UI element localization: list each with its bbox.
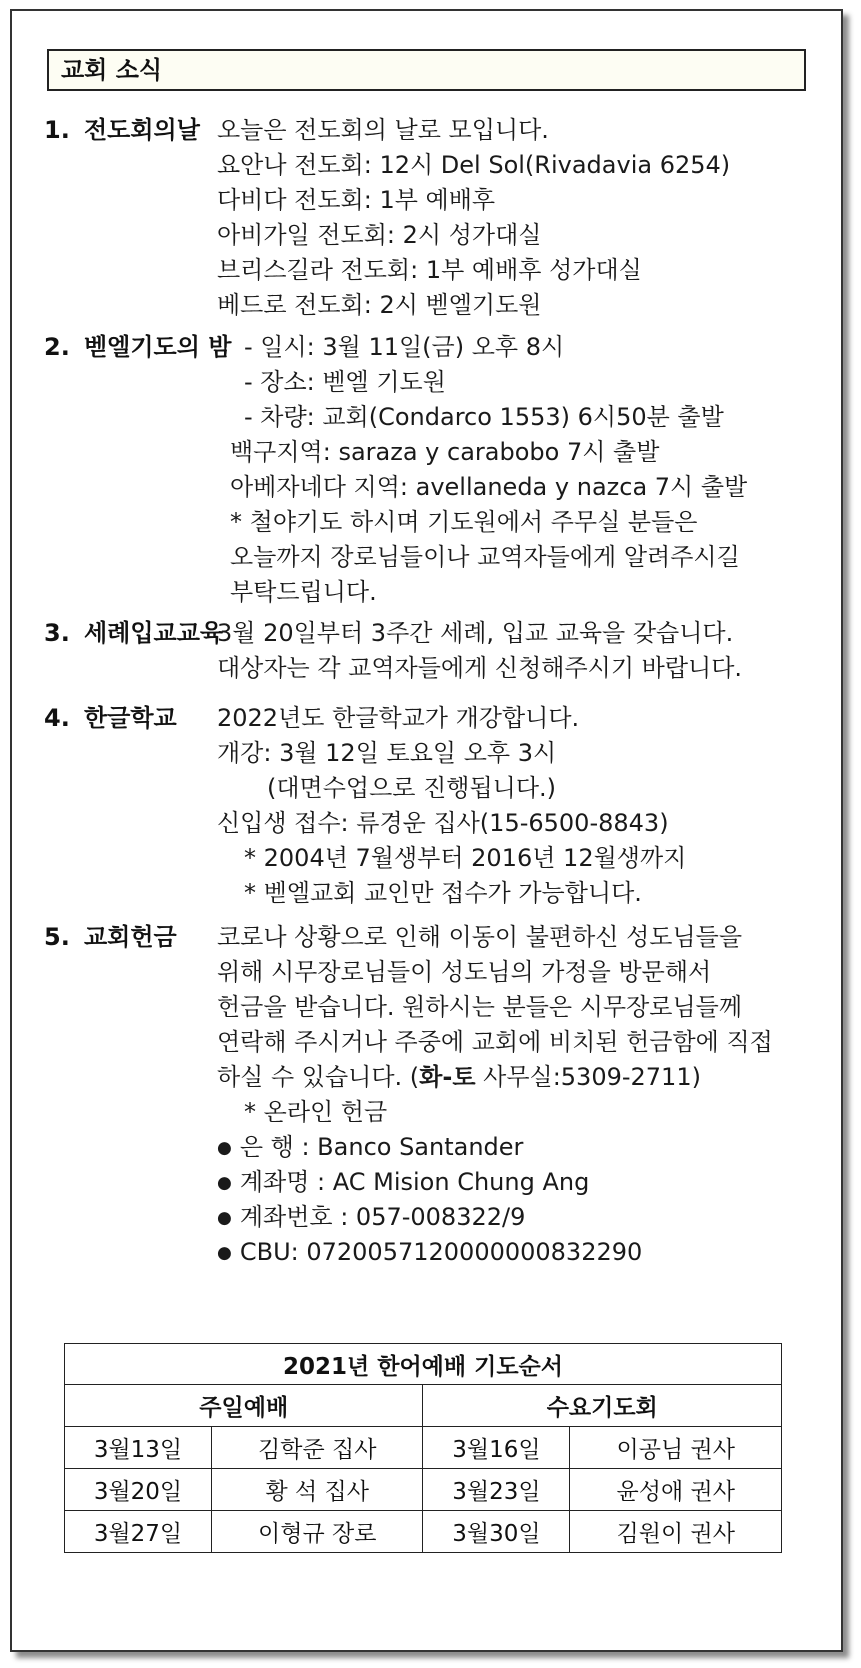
section-line: * 2004년 7월생부터 2016년 12월생까지 [244,844,687,872]
table-cell: 3월27일 [65,1511,212,1553]
table-cell: 3월20일 [65,1469,212,1511]
section-line: 위해 시무장로님들이 성도님의 가정을 방문해서 [217,958,712,986]
section-line: 대상자는 각 교역자들에게 신청해주시기 바랍니다. [217,654,743,682]
section-line: 3월 20일부터 3주간 세례, 입교 교육을 갖습니다. [217,619,734,647]
section-line: 백구지역: saraza y carabobo 7시 출발 [230,438,660,466]
bank-name: 은 행 : Banco Santander [239,1133,524,1161]
section-line: 오늘까지 장로님들이나 교역자들에게 알려주시길 [230,543,740,571]
header-sunday: 주일예배 [65,1385,423,1427]
section-line: 개강: 3월 12일 토요일 오후 3시 [217,739,557,767]
office-phone: 사무실:5309-2711) [475,1063,701,1091]
section-header [47,49,806,91]
section-number: 3. [44,619,70,647]
section-line: * 벧엘교회 교인만 접수가 가능합니다. [244,879,642,907]
section-number: 4. [44,704,70,732]
section-number: 2. [44,333,70,361]
table-header-row [65,1385,782,1427]
bulletin-page [10,9,843,1652]
bank-info-line [217,1130,523,1168]
section-title: 한글학교 [84,704,177,732]
table-cell: 3월23일 [423,1469,570,1511]
table-cell: 3월16일 [423,1427,570,1469]
section-line: 부탁드립니다. [230,578,377,606]
table-title: 2021년 한어예배 기도순서 [65,1344,782,1385]
table-row [65,1427,782,1469]
section-line: (대면수업으로 진행됩니다.) [267,774,557,802]
section-line: 신입생 접수: 류경운 집사(15-6500-8843) [217,809,669,837]
section-line: 다비다 전도회: 1부 예배후 [217,186,496,214]
section-line: - 장소: 벧엘 기도원 [244,368,446,396]
office-days: 화-토 [419,1063,476,1091]
table-cell: 김학준 집사 [211,1427,423,1469]
section-line-text: 하실 수 있습니다. ( [217,1063,420,1091]
section-line: 2022년도 한글학교가 개강합니다. [217,704,580,732]
section-line: 오늘은 전도회의 날로 모입니다. [217,116,549,144]
section-line: - 차량: 교회(Condarco 1553) 6시50분 출발 [244,403,724,431]
section-line: 연락해 주시거나 주중에 교회에 비치된 헌금함에 직접 [217,1028,773,1056]
section-line [217,1060,701,1095]
section-line: 코로나 상황으로 인해 이동이 불편하신 성도님들을 [217,923,743,951]
table-cell: 3월30일 [423,1511,570,1553]
header-wednesday: 수요기도회 [423,1385,782,1427]
bank-info-line [217,1235,642,1273]
prayer-schedule-table [64,1343,782,1553]
cbu-number: CBU: 0720057120000000832290 [239,1238,643,1266]
section-title: 전도회의날 [84,116,200,144]
section-line: 헌금을 받습니다. 원하시는 분들은 시무장로님들께 [217,993,743,1021]
section-number: 1. [44,116,70,144]
table-cell: 황 석 집사 [211,1469,423,1511]
table-cell: 김원이 권사 [570,1511,782,1553]
section-line: - 일시: 3월 11일(금) 오후 8시 [244,333,565,361]
account-number: 계좌번호 : 057-008322/9 [239,1203,526,1231]
section-line: 아베자네다 지역: avellaneda y nazca 7시 출발 [230,473,748,501]
table-cell: 3월13일 [65,1427,212,1469]
table-cell: 윤성애 권사 [570,1469,782,1511]
table-cell: 이공님 권사 [570,1427,782,1469]
table-title-row [65,1344,782,1385]
bank-info-line [217,1200,525,1238]
section-number: 5. [44,923,70,951]
bank-info-line [217,1165,589,1203]
account-holder: 계좌명 : AC Mision Chung Ang [239,1168,590,1196]
section-title: 세례입교교육 [84,619,224,647]
section-line: 브리스길라 전도회: 1부 예배후 성가대실 [217,256,642,284]
section-line: 아비가일 전도회: 2시 성가대실 [217,221,542,249]
section-line: * 철야기도 하시며 기도원에서 주무실 분들은 [230,508,698,536]
table-row [65,1511,782,1553]
section-line: 요안나 전도회: 12시 Del Sol(Rivadavia 6254) [217,151,731,179]
header-title: 교회 소식 [61,56,163,84]
section-title: 벧엘기도의 밤 [84,333,232,361]
table-cell: 이형규 장로 [211,1511,423,1553]
section-line: * 온라인 헌금 [244,1098,388,1126]
table-row [65,1469,782,1511]
section-line: 베드로 전도회: 2시 벧엘기도원 [217,291,542,319]
section-title: 교회헌금 [84,923,177,951]
